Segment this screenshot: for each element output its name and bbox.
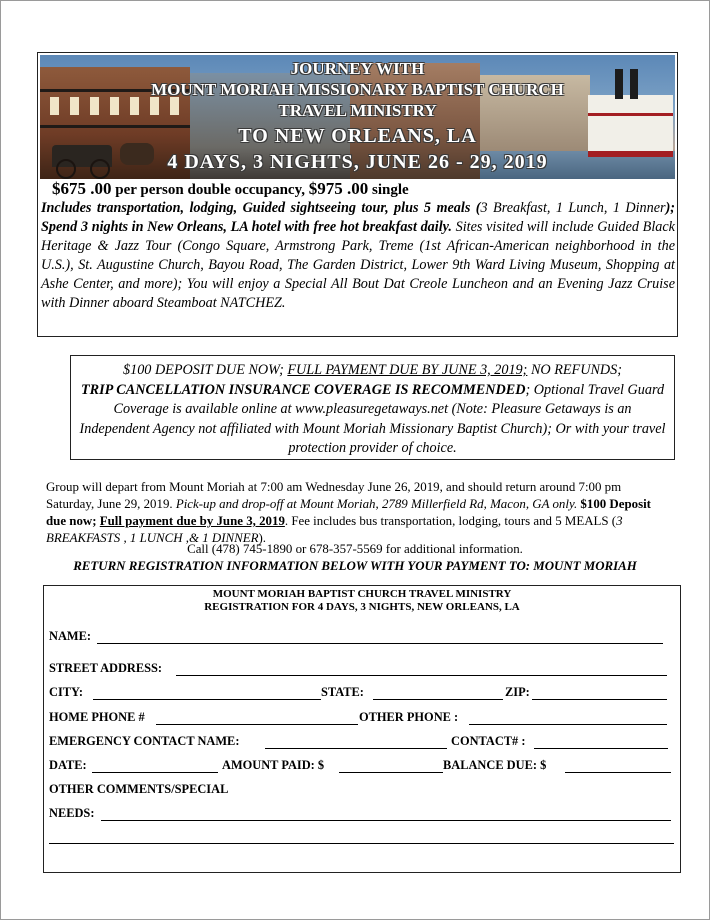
emergency-contact-label: EMERGENCY CONTACT NAME:: [49, 734, 240, 748]
deposit-due-text: $100 Deposit due now;: [46, 497, 651, 528]
double-price-text: per person double occupancy,: [111, 182, 309, 198]
no-refunds: NO REFUNDS;: [527, 362, 622, 378]
fee-includes-text: . Fee includes bus transportation, lodging, tours and 5 MEALS (: [284, 514, 617, 528]
registration-title: MOUNT MORIAH BAPTIST CHURCH TRAVEL MINISTRY: [212, 588, 512, 600]
meals-close: ).: [258, 531, 266, 545]
travel-guard-note: ; Optional Travel Guard Coverage is available online at www.pleasuregetaways.net (Note: Pleasure Getaways is an Independent Agency not affiliated with Mount Moriah Missionary Baptist Church); Or with your travel protection provider of choice.: [79, 381, 666, 456]
desc-sites: Sites visited will include Guided Black Heritage & Jazz Tour (Congo Square, Armstrong Park, Treme (1st African-American neighborhood in the U.S.), St. Augustine Church, Bayou Road, The Garden District, Lower 9th Ward Living Museum, Shopping at Ashe Center, and more); You will enjoy a Special All Bout Dat Creole Luncheon and an Evening Jazz Cruise with Dinner aboard Steamboat NATCHEZ.: [41, 219, 675, 311]
needs-label: NEEDS:: [49, 806, 95, 820]
street-address-field[interactable]: [176, 675, 667, 676]
other-phone-field[interactable]: [469, 724, 667, 725]
balance-due-label: BALANCE DUE: $: [443, 758, 547, 772]
name-field[interactable]: [97, 643, 663, 644]
home-phone-field[interactable]: [156, 724, 358, 725]
amount-paid-label: AMOUNT PAID: $: [222, 758, 325, 772]
date-label: DATE:: [49, 758, 87, 772]
single-price: $975 .00: [308, 179, 369, 198]
zip-label: ZIP:: [505, 685, 530, 699]
other-phone-label: OTHER PHONE :: [359, 710, 459, 724]
state-field[interactable]: [373, 699, 503, 700]
double-price: $675 .00: [52, 179, 112, 198]
departure-text: Group will depart from Mount Moriah at 7:00 am Wednesday June 26, 2019, and should return around 7:00 pm Saturday, June 29, 2019.: [46, 480, 622, 511]
deposit-notice-box: [70, 355, 675, 460]
deposit-due: $100 DEPOSIT DUE NOW;: [123, 362, 288, 378]
banner-title-line2: MOUNT MORIAH MISSIONARY BAPTIST CHURCH: [151, 80, 564, 99]
desc-meals: 3 Breakfast, 1 Lunch, 1 Dinner: [480, 200, 666, 216]
date-field[interactable]: [92, 772, 218, 773]
full-payment-due: FULL PAYMENT DUE BY JUNE 3, 2019;: [287, 362, 528, 378]
banner-title-line1: JOURNEY WITH: [290, 59, 425, 78]
pickup-location: Pick-up and drop-off at Mount Moriah, 2789 Millerfield Rd, Macon, GA only.: [175, 497, 578, 511]
name-row: [49, 629, 674, 647]
group-departure-info: [46, 479, 668, 547]
city-label: CITY:: [49, 685, 83, 699]
state-label: STATE:: [321, 685, 364, 699]
comments-extra-line[interactable]: [49, 843, 674, 844]
full-payment-text: Full payment due by June 3, 2019: [99, 514, 285, 528]
needs-row: [49, 806, 674, 824]
meals-text: 3 BREAKFASTS , 1 LUNCH ,& 1 DINNER: [46, 514, 623, 545]
needs-field[interactable]: [101, 820, 671, 821]
street-row: [49, 661, 674, 679]
emergency-contact-row: [49, 734, 674, 752]
call-info: Call (478) 745-1890 or 678-357-5569 for additional information.: [187, 542, 523, 556]
street-label: STREET ADDRESS:: [49, 661, 163, 675]
banner-title-line3: TRAVEL MINISTRY: [278, 101, 437, 120]
trip-description: [41, 199, 675, 313]
phone-row: [49, 710, 674, 728]
new-orleans-banner-image: [40, 55, 675, 179]
desc-nights: ); Spend 3 nights in New Orleans, LA hotel with free hot breakfast daily.: [41, 200, 676, 235]
city-field[interactable]: [93, 699, 321, 700]
single-price-text: single: [368, 182, 409, 198]
comments-row: [49, 782, 674, 800]
trip-header-box: [37, 52, 678, 337]
balance-due-field[interactable]: [565, 772, 671, 773]
amount-paid-field[interactable]: [339, 772, 443, 773]
banner-dates: 4 DAYS, 3 NIGHTS, JUNE 26 - 29, 2019: [167, 151, 548, 173]
payment-row: [49, 758, 674, 776]
price-line: [52, 179, 672, 199]
insurance-recommended: TRIP CANCELLATION INSURANCE COVERAGE IS RECOMMENDED: [80, 381, 526, 398]
home-phone-label: HOME PHONE #: [49, 710, 145, 724]
city-state-zip-row: [49, 685, 674, 703]
desc-includes: Includes transportation, lodging, Guided sightseeing tour, plus 5 meals (: [41, 200, 481, 216]
emergency-contact-field[interactable]: [265, 748, 447, 749]
banner-destination: TO NEW ORLEANS, LA: [238, 125, 477, 147]
comments-label: OTHER COMMENTS/SPECIAL: [49, 782, 229, 796]
name-label: NAME:: [49, 629, 91, 643]
return-registration-instruction: RETURN REGISTRATION INFORMATION BELOW WITH YOUR PAYMENT TO: MOUNT MORIAH: [73, 559, 637, 573]
contact-number-label: CONTACT# :: [451, 734, 526, 748]
registration-form: [43, 585, 681, 873]
zip-field[interactable]: [532, 699, 667, 700]
contact-number-field[interactable]: [534, 748, 668, 749]
registration-subtitle: REGISTRATION FOR 4 DAYS, 3 NIGHTS, NEW ORLEANS, LA: [204, 601, 520, 613]
